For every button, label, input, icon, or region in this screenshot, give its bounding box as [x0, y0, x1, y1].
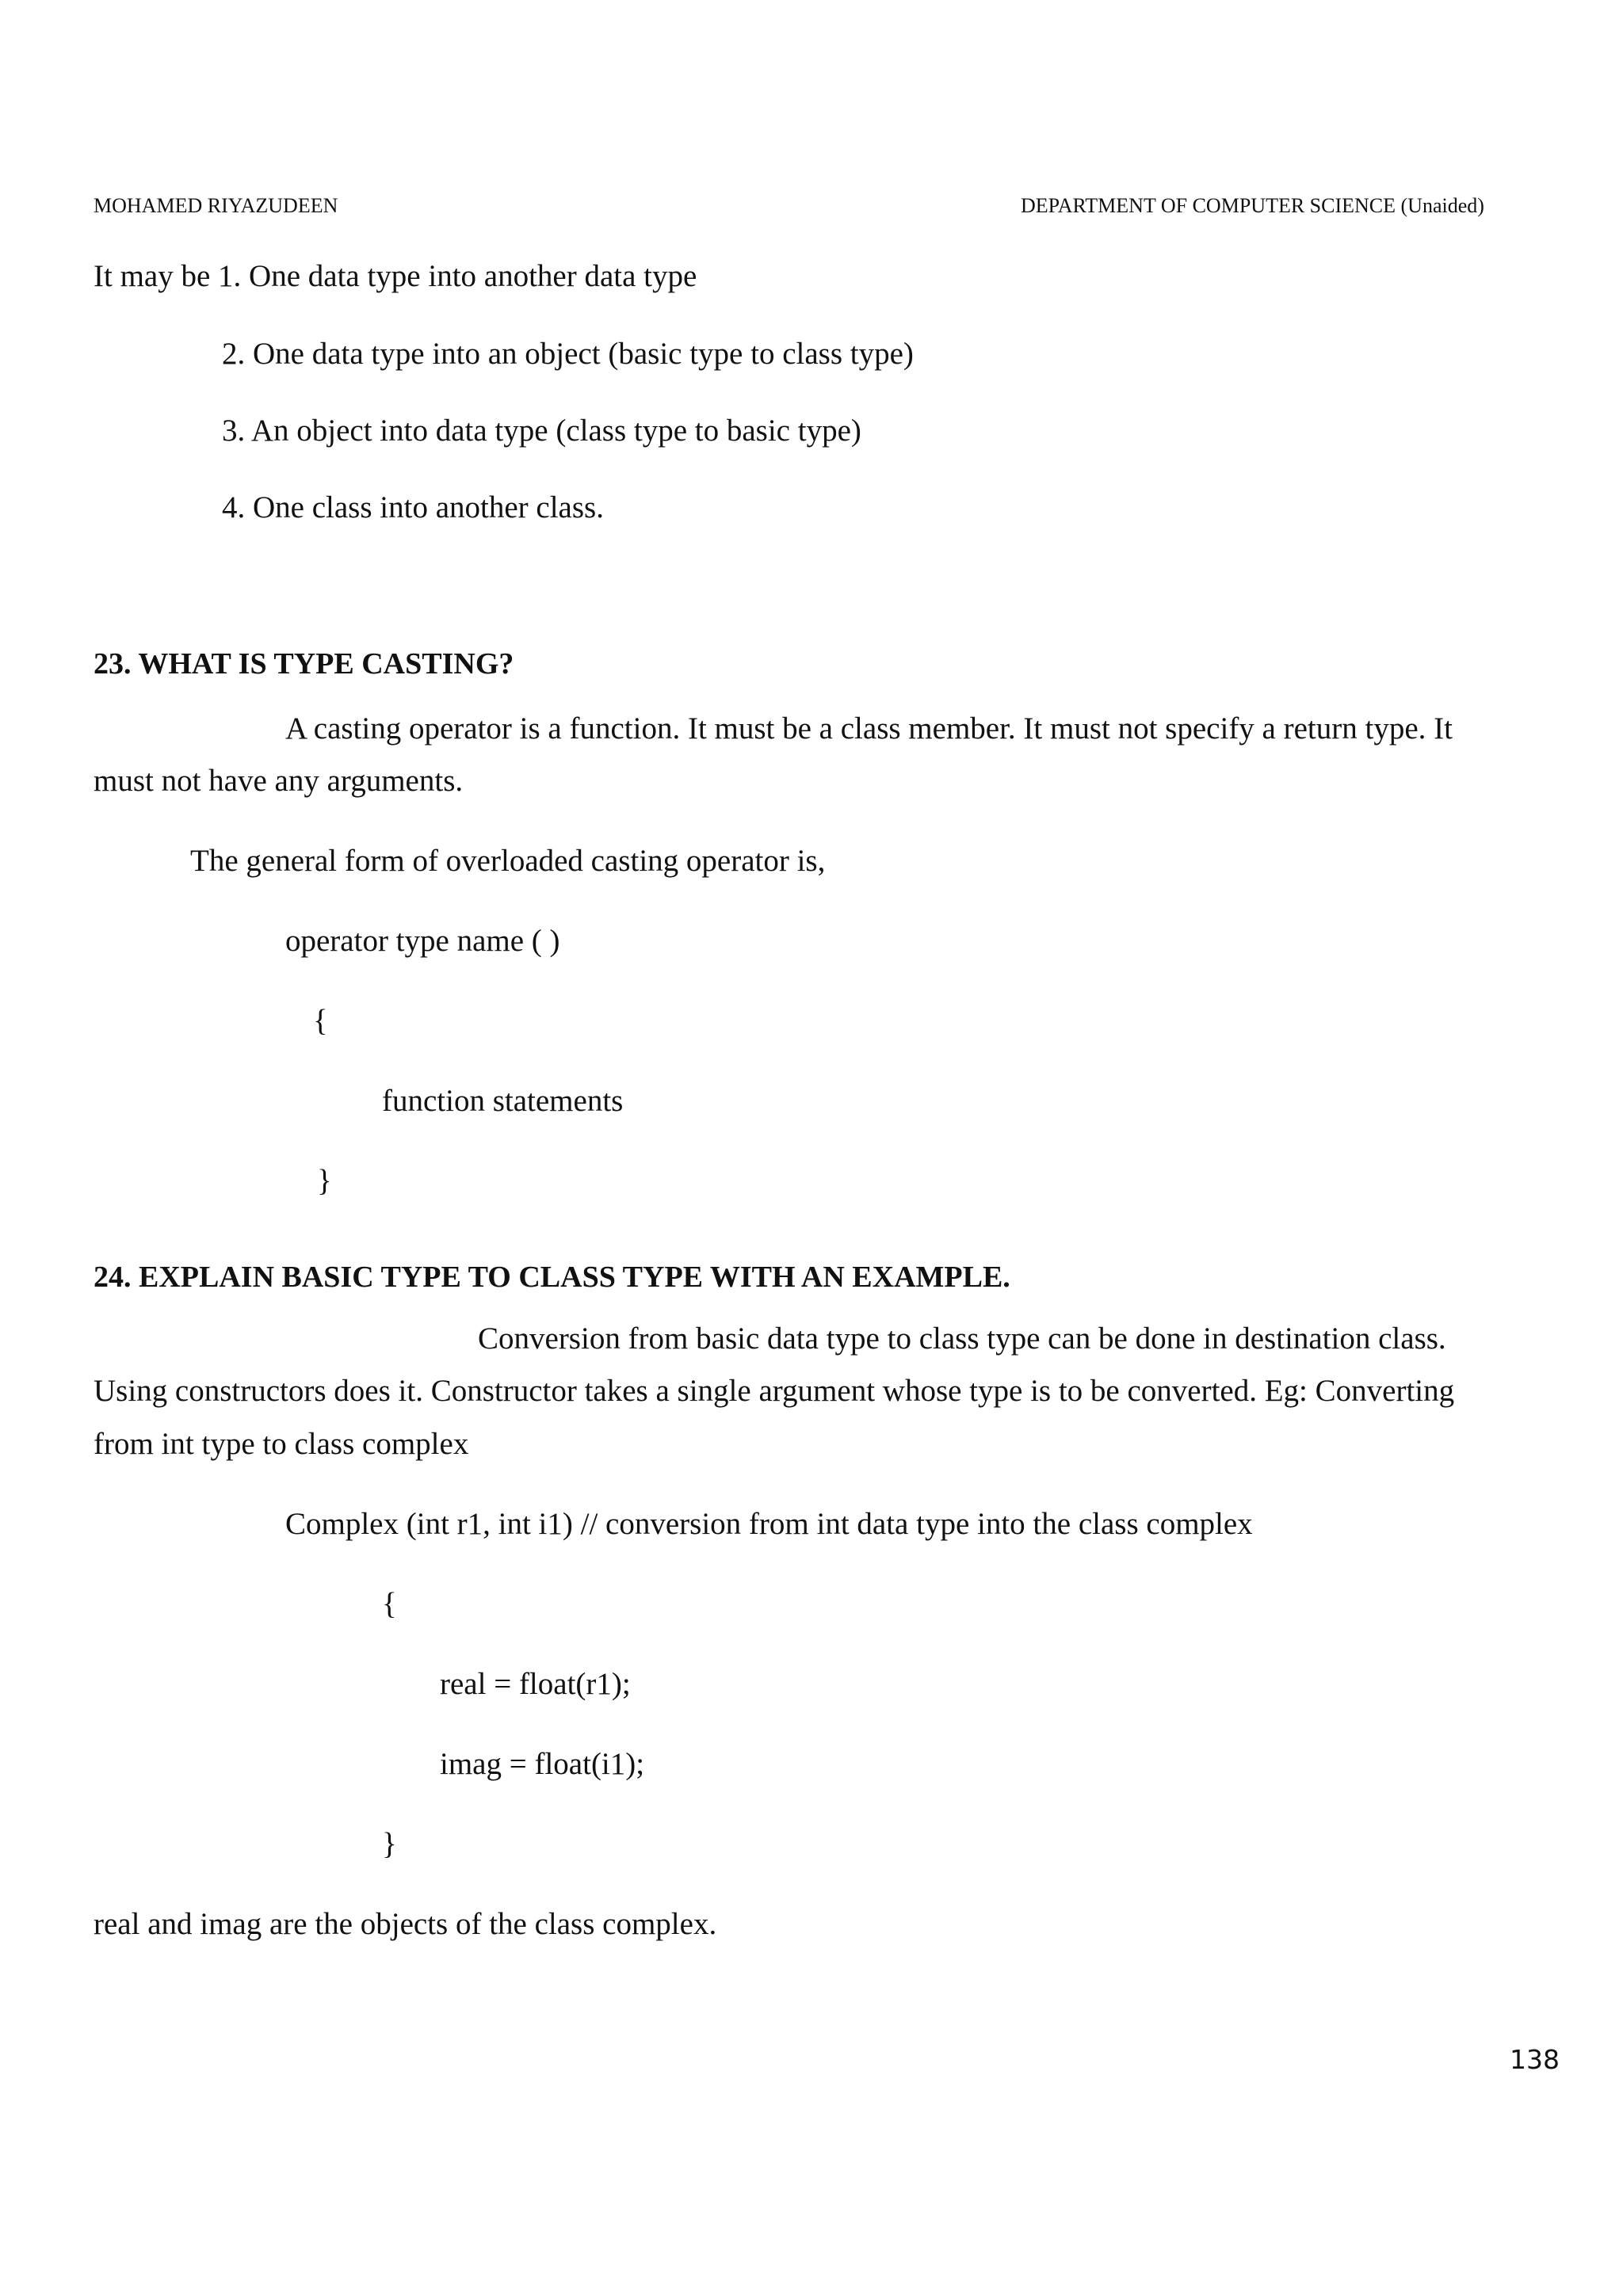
conversion-list-item: 2. One data type into an object (basic type to class type): [222, 337, 914, 371]
casting-code-body: function statements: [382, 1084, 624, 1118]
section-24-heading: 24. EXPLAIN BASIC TYPE TO CLASS TYPE WITH AN EXAMPLE.: [94, 1261, 1010, 1294]
casting-code-signature: operator type name ( ): [285, 924, 560, 958]
complex-code-signature: Complex (int r1, int i1) // conversion from int data type into the class complex: [285, 1507, 1253, 1541]
section-24-paragraph-line-2: Using constructors does it. Constructor takes a single argument whose type is to be converted. Eg: Converting: [94, 1374, 1455, 1408]
conversion-list-item: 4. One class into another class.: [222, 490, 604, 524]
section-24-paragraph-line-1: Conversion from basic data type to class type can be done in destination class.: [478, 1322, 1446, 1356]
section-23-paragraph-line-1: A casting operator is a function. It must be a class member. It must not specify a return type. It: [285, 711, 1453, 746]
section-24-conclusion: real and imag are the objects of the class complex.: [94, 1907, 717, 1941]
section-24-paragraph-line-3: from int type to class complex: [94, 1427, 469, 1461]
complex-code-close-brace: }: [382, 1827, 397, 1861]
casting-code-close-brace: }: [317, 1164, 332, 1198]
complex-code-open-brace: {: [382, 1587, 397, 1621]
header-department: DEPARTMENT OF COMPUTER SCIENCE (Unaided): [1021, 194, 1484, 217]
section-23-paragraph-line-2: must not have any arguments.: [94, 764, 464, 798]
page-number: 138: [1510, 2044, 1560, 2075]
section-23-heading: 23. WHAT IS TYPE CASTING?: [94, 647, 514, 681]
conversion-list-intro: It may be 1. One data type into another data type: [94, 259, 697, 293]
complex-code-line: imag = float(i1);: [440, 1747, 645, 1781]
complex-code-line: real = float(r1);: [440, 1667, 631, 1701]
header-author: MOHAMED RIYAZUDEEN: [94, 194, 338, 217]
section-23-general-form: The general form of overloaded casting operator is,: [190, 844, 826, 878]
conversion-list-item: 3. An object into data type (class type to basic type): [222, 414, 861, 448]
casting-code-open-brace: {: [313, 1004, 328, 1038]
